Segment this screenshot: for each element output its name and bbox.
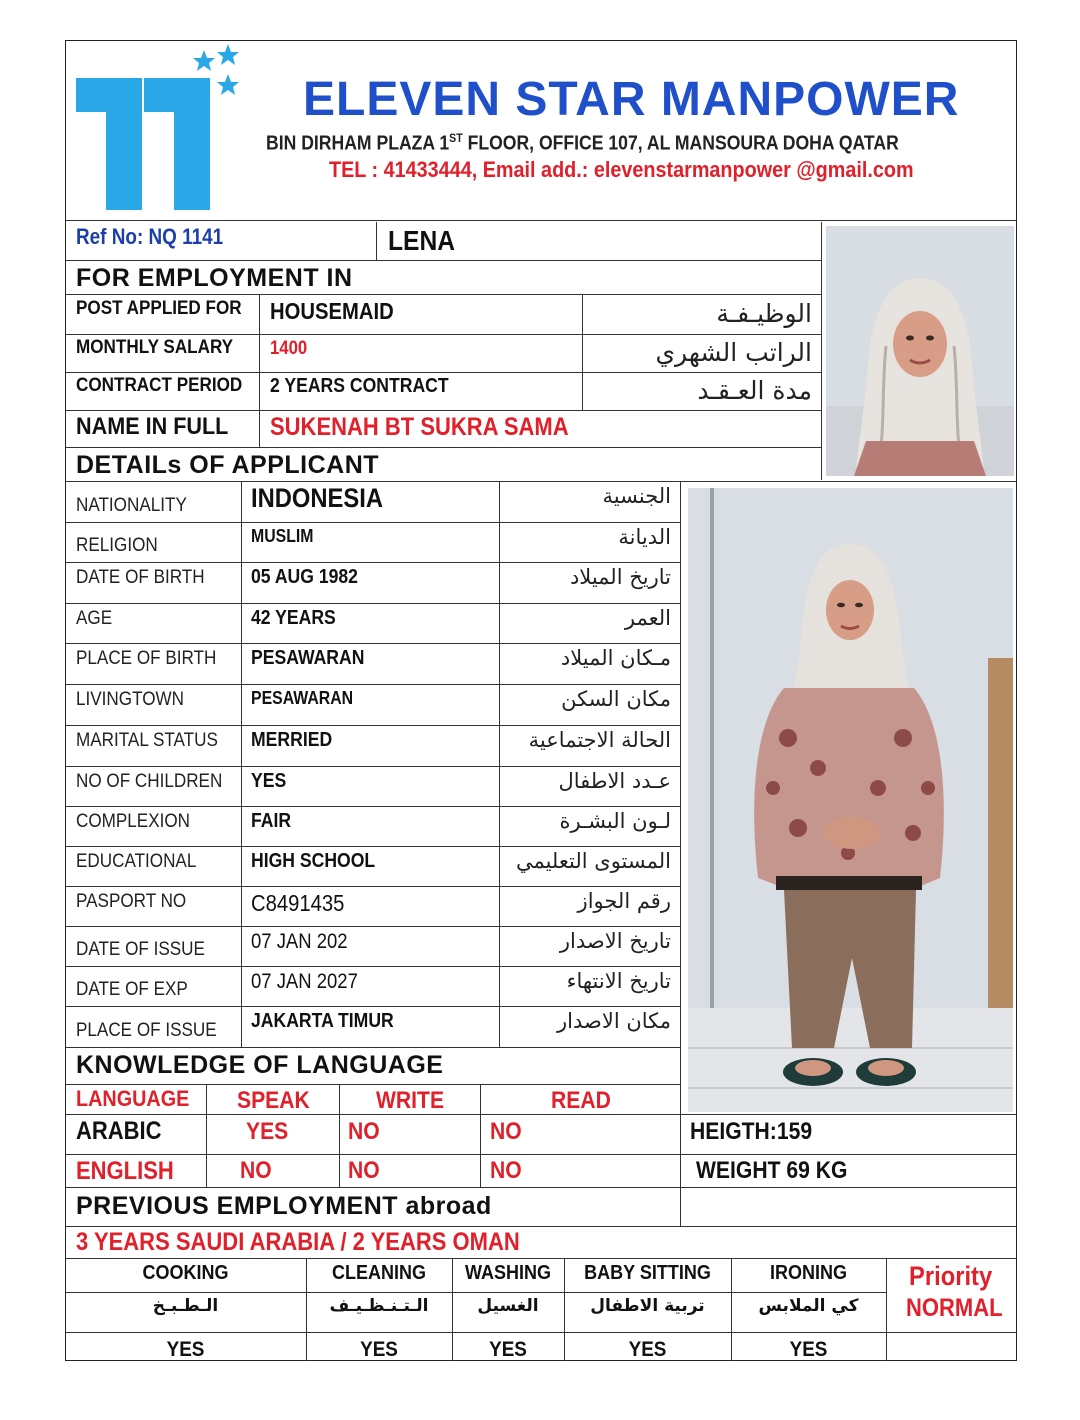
employment-value-fullname: SUKENAH BT SUKRA SAMA bbox=[270, 413, 569, 441]
details-label: DATE OF EXP bbox=[76, 979, 188, 1000]
skill-name: BABY SITTING bbox=[584, 1262, 711, 1284]
details-label: DATE OF BIRTH bbox=[76, 567, 205, 588]
priority-label: Priority bbox=[909, 1261, 993, 1291]
details-value: MUSLIM bbox=[251, 526, 314, 546]
employment-value-contract: 2 YEARS CONTRACT bbox=[270, 375, 449, 397]
details-label: NO OF CHILDREN bbox=[76, 771, 223, 792]
details-label: EDUCATIONAL bbox=[76, 851, 197, 872]
language-row-english-read: NO bbox=[490, 1157, 522, 1184]
details-row-divider bbox=[65, 886, 680, 887]
details-value: 07 JAN 202 bbox=[251, 930, 348, 953]
employment-label-salary: MONTHLY SALARY bbox=[76, 337, 234, 358]
company-name: ELEVEN STAR MANPOWER bbox=[303, 73, 960, 126]
details-arabic-label: مـكان الميلاد bbox=[560, 646, 671, 670]
details-value: PESAWARAN bbox=[251, 647, 365, 669]
details-row-divider bbox=[65, 522, 680, 523]
applicant-weight: WEIGHT 69 KG bbox=[696, 1157, 848, 1184]
details-arabic-label: رقم الجواز bbox=[577, 889, 671, 913]
language-row-arabic-write: NO bbox=[348, 1118, 380, 1145]
details-label: DATE OF ISSUE bbox=[76, 939, 205, 960]
details-label: PLACE OF ISSUE bbox=[76, 1020, 217, 1041]
employment-arabic-contract: مدة العـقـد bbox=[697, 376, 812, 405]
skill-arabic-name: تربية الاطفال bbox=[590, 1296, 705, 1316]
language-row-english-name: ENGLISH bbox=[76, 1157, 174, 1185]
skill-arabic-name: الغسيل bbox=[477, 1296, 539, 1316]
details-arabic-label: لـون البشـرة bbox=[559, 809, 671, 833]
address-superscript: ST bbox=[449, 131, 463, 145]
language-header-read: READ bbox=[551, 1087, 611, 1114]
employment-value-salary: 1400 bbox=[270, 338, 308, 359]
employment-value-post: HOUSEMAID bbox=[270, 298, 394, 324]
details-arabic-label: تاريخ الميلاد bbox=[569, 565, 671, 589]
address-suffix: FLOOR, OFFICE 107, AL MANSOURA DOHA QATAR bbox=[462, 132, 899, 155]
employment-label-post: POST APPLIED FOR bbox=[76, 298, 242, 319]
details-arabic-label: المستوى التعليمي bbox=[515, 849, 671, 873]
language-header-language: LANGUAGE bbox=[76, 1086, 190, 1111]
applicant-height: HEIGTH:159 bbox=[690, 1118, 813, 1145]
details-value: PESAWARAN bbox=[251, 688, 354, 708]
details-value: C8491435 bbox=[251, 890, 345, 916]
address-prefix: BIN DIRHAM PLAZA 1 bbox=[266, 132, 450, 155]
company-logo bbox=[76, 44, 246, 214]
details-label: MARITAL STATUS bbox=[76, 730, 218, 751]
previous-section-title: PREVIOUS EMPLOYMENT abroad bbox=[76, 1192, 492, 1220]
skill-name: WASHING bbox=[464, 1262, 552, 1284]
language-section-title: KNOWLEDGE OF LANGUAGE bbox=[76, 1051, 444, 1079]
details-row-divider bbox=[65, 603, 680, 604]
employment-label-contract: CONTRACT PERIOD bbox=[76, 375, 243, 396]
details-arabic-label: تاريخ الانتهاء bbox=[566, 969, 671, 993]
skill-value: YES bbox=[166, 1338, 205, 1361]
details-label: PASPORT NO bbox=[76, 891, 187, 912]
details-arabic-label: العمر bbox=[624, 606, 671, 630]
previous-employment-detail: 3 YEARS SAUDI ARABIA / 2 YEARS OMAN bbox=[76, 1228, 520, 1256]
details-row-divider bbox=[65, 926, 680, 927]
language-row-arabic-speak: YES bbox=[246, 1118, 289, 1145]
details-row-divider bbox=[65, 643, 680, 644]
logo-eleven-stars-icon bbox=[76, 44, 246, 214]
details-arabic-label: مكان السكن bbox=[561, 687, 671, 711]
details-label: PLACE OF BIRTH bbox=[76, 648, 217, 669]
details-value: INDONESIA bbox=[251, 483, 384, 513]
employment-label-fullname: NAME IN FULL bbox=[76, 413, 229, 440]
skill-name: COOKING bbox=[142, 1262, 229, 1284]
employment-arabic-post: الوظيـفـة bbox=[716, 299, 812, 328]
details-value: MERRIED bbox=[251, 729, 333, 751]
employment-section-title: FOR EMPLOYMENT IN bbox=[76, 264, 353, 292]
language-row-english-write: NO bbox=[348, 1157, 380, 1184]
language-header-write: WRITE bbox=[376, 1087, 445, 1114]
language-row-arabic-read: NO bbox=[490, 1118, 522, 1145]
company-contact: TEL : 41433444, Email add.: elevenstarmanpower @gmail.com bbox=[329, 157, 914, 182]
details-label: RELIGION bbox=[76, 535, 158, 556]
short-name: LENA bbox=[388, 225, 456, 256]
details-value: 05 AUG 1982 bbox=[251, 566, 358, 588]
details-row-divider bbox=[65, 806, 680, 807]
skill-value: YES bbox=[360, 1338, 398, 1361]
details-value: 42 YEARS bbox=[251, 607, 336, 629]
skill-value: YES bbox=[628, 1338, 667, 1361]
skill-arabic-name: كي الملابس bbox=[758, 1296, 859, 1316]
skill-value: YES bbox=[489, 1338, 527, 1361]
details-arabic-label: عـدد الاطفال bbox=[558, 769, 671, 793]
details-row-divider bbox=[65, 684, 680, 685]
applicant-full-body-photo bbox=[688, 488, 1013, 1112]
company-address bbox=[266, 131, 899, 156]
details-label: LIVINGTOWN bbox=[76, 689, 184, 710]
employment-arabic-salary: الراتب الشهري bbox=[655, 338, 812, 367]
skill-arabic-name: الـتـنـظـيـف bbox=[329, 1296, 429, 1316]
skill-name: IRONING bbox=[769, 1262, 848, 1284]
language-row-english-speak: NO bbox=[240, 1157, 272, 1184]
details-arabic-label: الحالة الاجتماعية bbox=[528, 728, 671, 752]
applicant-portrait-photo bbox=[826, 226, 1014, 476]
details-row-divider bbox=[65, 966, 680, 967]
details-arabic-label: مكان الاصدار bbox=[557, 1009, 671, 1033]
details-arabic-label: الجنسية bbox=[602, 484, 671, 508]
language-header-speak: SPEAK bbox=[237, 1087, 310, 1114]
details-row-divider bbox=[65, 1006, 680, 1007]
details-value: YES bbox=[251, 770, 287, 792]
details-value: JAKARTA TIMUR bbox=[251, 1010, 394, 1032]
details-row-divider bbox=[65, 562, 680, 563]
priority-value: NORMAL bbox=[906, 1294, 1003, 1322]
details-value: FAIR bbox=[251, 810, 292, 832]
skill-value: YES bbox=[789, 1338, 828, 1361]
details-section-title: DETAILs OF APPLICANT bbox=[76, 451, 380, 479]
details-row-divider bbox=[65, 725, 680, 726]
details-label: AGE bbox=[76, 608, 113, 629]
details-value: 07 JAN 2027 bbox=[251, 970, 358, 993]
details-row-divider bbox=[65, 846, 680, 847]
skill-arabic-name: الـطـبـخ bbox=[152, 1296, 219, 1316]
details-arabic-label: الديانة bbox=[618, 525, 671, 549]
details-label: NATIONALITY bbox=[76, 495, 187, 516]
details-arabic-label: تاريخ الاصدار bbox=[559, 929, 671, 953]
language-row-arabic-name: ARABIC bbox=[76, 1117, 162, 1145]
details-value: HIGH SCHOOL bbox=[251, 850, 376, 872]
skill-name: CLEANING bbox=[331, 1262, 426, 1284]
ref-number: Ref No: NQ 1141 bbox=[76, 224, 224, 249]
details-row-divider bbox=[65, 766, 680, 767]
details-label: COMPLEXION bbox=[76, 811, 191, 832]
